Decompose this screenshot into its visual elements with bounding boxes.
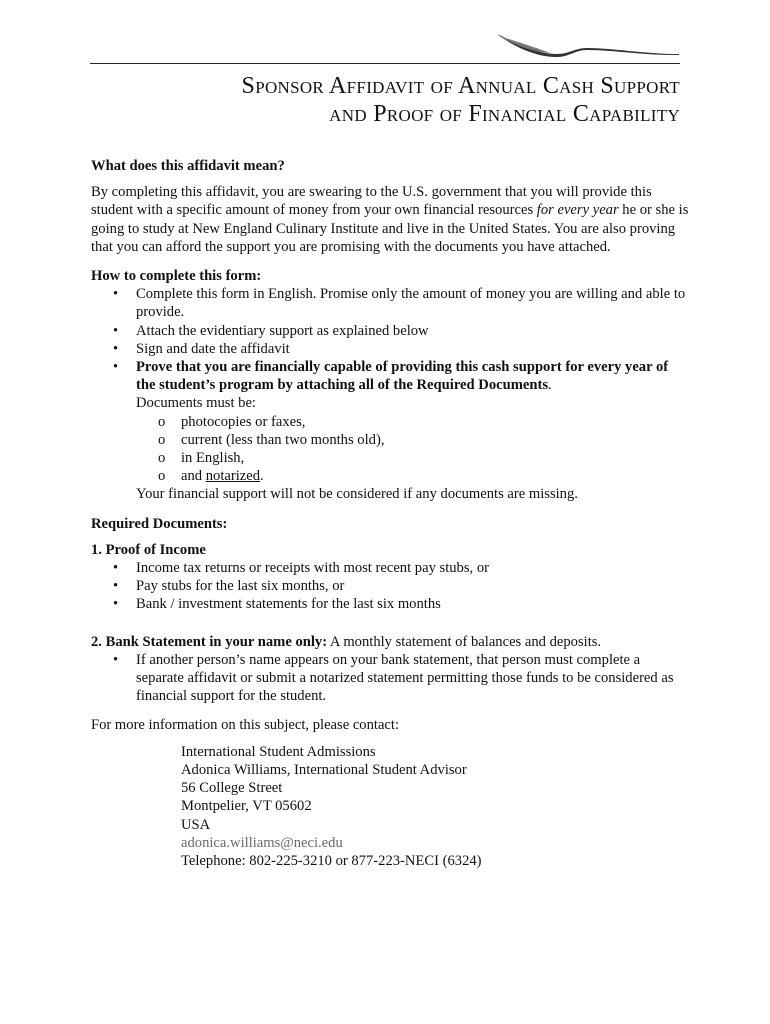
list-item-text: Pay stubs for the last six months, or [136,578,345,595]
meaning-text-italic: for every year [536,202,619,219]
bullet-icon: • [113,651,119,668]
list-item [91,595,691,613]
contact-email-link[interactable]: adonica.williams@neci.edu [181,834,343,851]
sub-item-text: current (less than two months old), [181,431,385,448]
list-item-text: Income tax returns or receipts with most recent pay stubs, or [136,560,489,577]
sub-list-item [136,413,691,431]
list-item [91,358,691,504]
meaning-text-after: he or she is going to study at New England Culinary Institute and live in the United States. You are also proving that you can afford the support you are promising with the documents you have attached. [91,202,689,255]
sub-item-text: photocopies or faxes, [181,413,306,430]
contact-line: 56 College Street [181,780,283,797]
list-item-text: Sign and date the affidavit [136,340,290,357]
contact-line: USA [181,816,211,833]
bullet-icon: • [113,578,119,595]
documents-must-be: Documents must be: [136,395,256,412]
meaning-text-before: By completing this affidavit, you are swearing to the U.S. government that you will provide this student with a specific amount of money from your own financial resources [91,184,652,219]
list-item [91,322,691,340]
list-item [91,577,691,595]
contact-line: International Student Admissions [181,743,376,760]
list-item-text: Attach the evidentiary support as explained below [136,322,429,339]
howto-list [91,285,691,503]
prove-period: . [548,377,552,394]
list-item [91,651,691,706]
bullet-icon: • [113,286,119,303]
circle-bullet-icon: o [158,413,166,430]
circle-bullet-icon: o [158,450,166,467]
bank-text: A monthly statement of balances and deposits. [327,633,602,650]
contact-intro: For more information on this subject, please contact: [91,717,400,734]
prove-text: Prove that you are financially capable of providing this cash support for every year of the student’s program by attaching all of the Required Documents [136,359,669,394]
documents-sublist [136,413,691,486]
list-item-text: Bank / investment statements for the last six months [136,596,441,613]
bullet-icon: • [113,560,119,577]
bank-heading: 2. Bank Statement in your name only: [91,633,328,650]
contact-block [91,743,691,870]
missing-documents-warning: Your financial support will not be considered if any documents are missing. [136,486,578,503]
list-item [91,285,691,321]
circle-bullet-icon: o [158,468,166,485]
howto-heading: How to complete this form: [91,268,262,285]
bank-statement-paragraph [91,633,691,651]
list-item [91,559,691,577]
bullet-icon: • [113,322,119,339]
sub-list-item [136,467,691,485]
income-heading: 1. Proof of Income [91,541,206,558]
bank-list [91,651,691,706]
neci-swoosh-logo-icon [495,30,680,70]
title-line-2: and Proof of Financial Capability [329,101,680,127]
document-body [91,157,691,870]
bullet-icon: • [113,340,119,357]
meaning-paragraph [91,183,691,256]
circle-bullet-icon: o [158,431,166,448]
income-list [91,559,691,614]
contact-line: Adonica Williams, International Student Advisor [181,761,467,778]
meaning-heading: What does this affidavit mean? [91,158,285,174]
list-item-text: If another person’s name appears on your bank statement, that person must complete a separate affidavit or submit a notarized statement permitting those funds to be considered as financial support for the student. [136,651,674,705]
required-heading: Required Documents: [91,515,228,532]
notarized-text: notarized [205,468,261,485]
contact-line: Montpelier, VT 05602 [181,798,312,815]
sub-item-suffix: . [260,468,264,485]
bullet-icon: • [113,596,119,613]
bullet-icon: • [113,359,119,376]
header-rule [90,63,680,64]
list-item-text: Complete this form in English. Promise only the amount of money you are willing and able to provide. [136,286,686,321]
sub-list-item [136,431,691,449]
contact-telephone: Telephone: 802-225-3210 or 877-223-NECI (6324) [181,852,482,869]
title-line-1: Sponsor Affidavit of Annual Cash Support [241,73,680,99]
list-item [91,340,691,358]
sub-item-prefix: and [181,468,206,485]
page-title [100,72,680,128]
sub-list-item [136,449,691,467]
sub-item-text: in English, [181,450,245,467]
